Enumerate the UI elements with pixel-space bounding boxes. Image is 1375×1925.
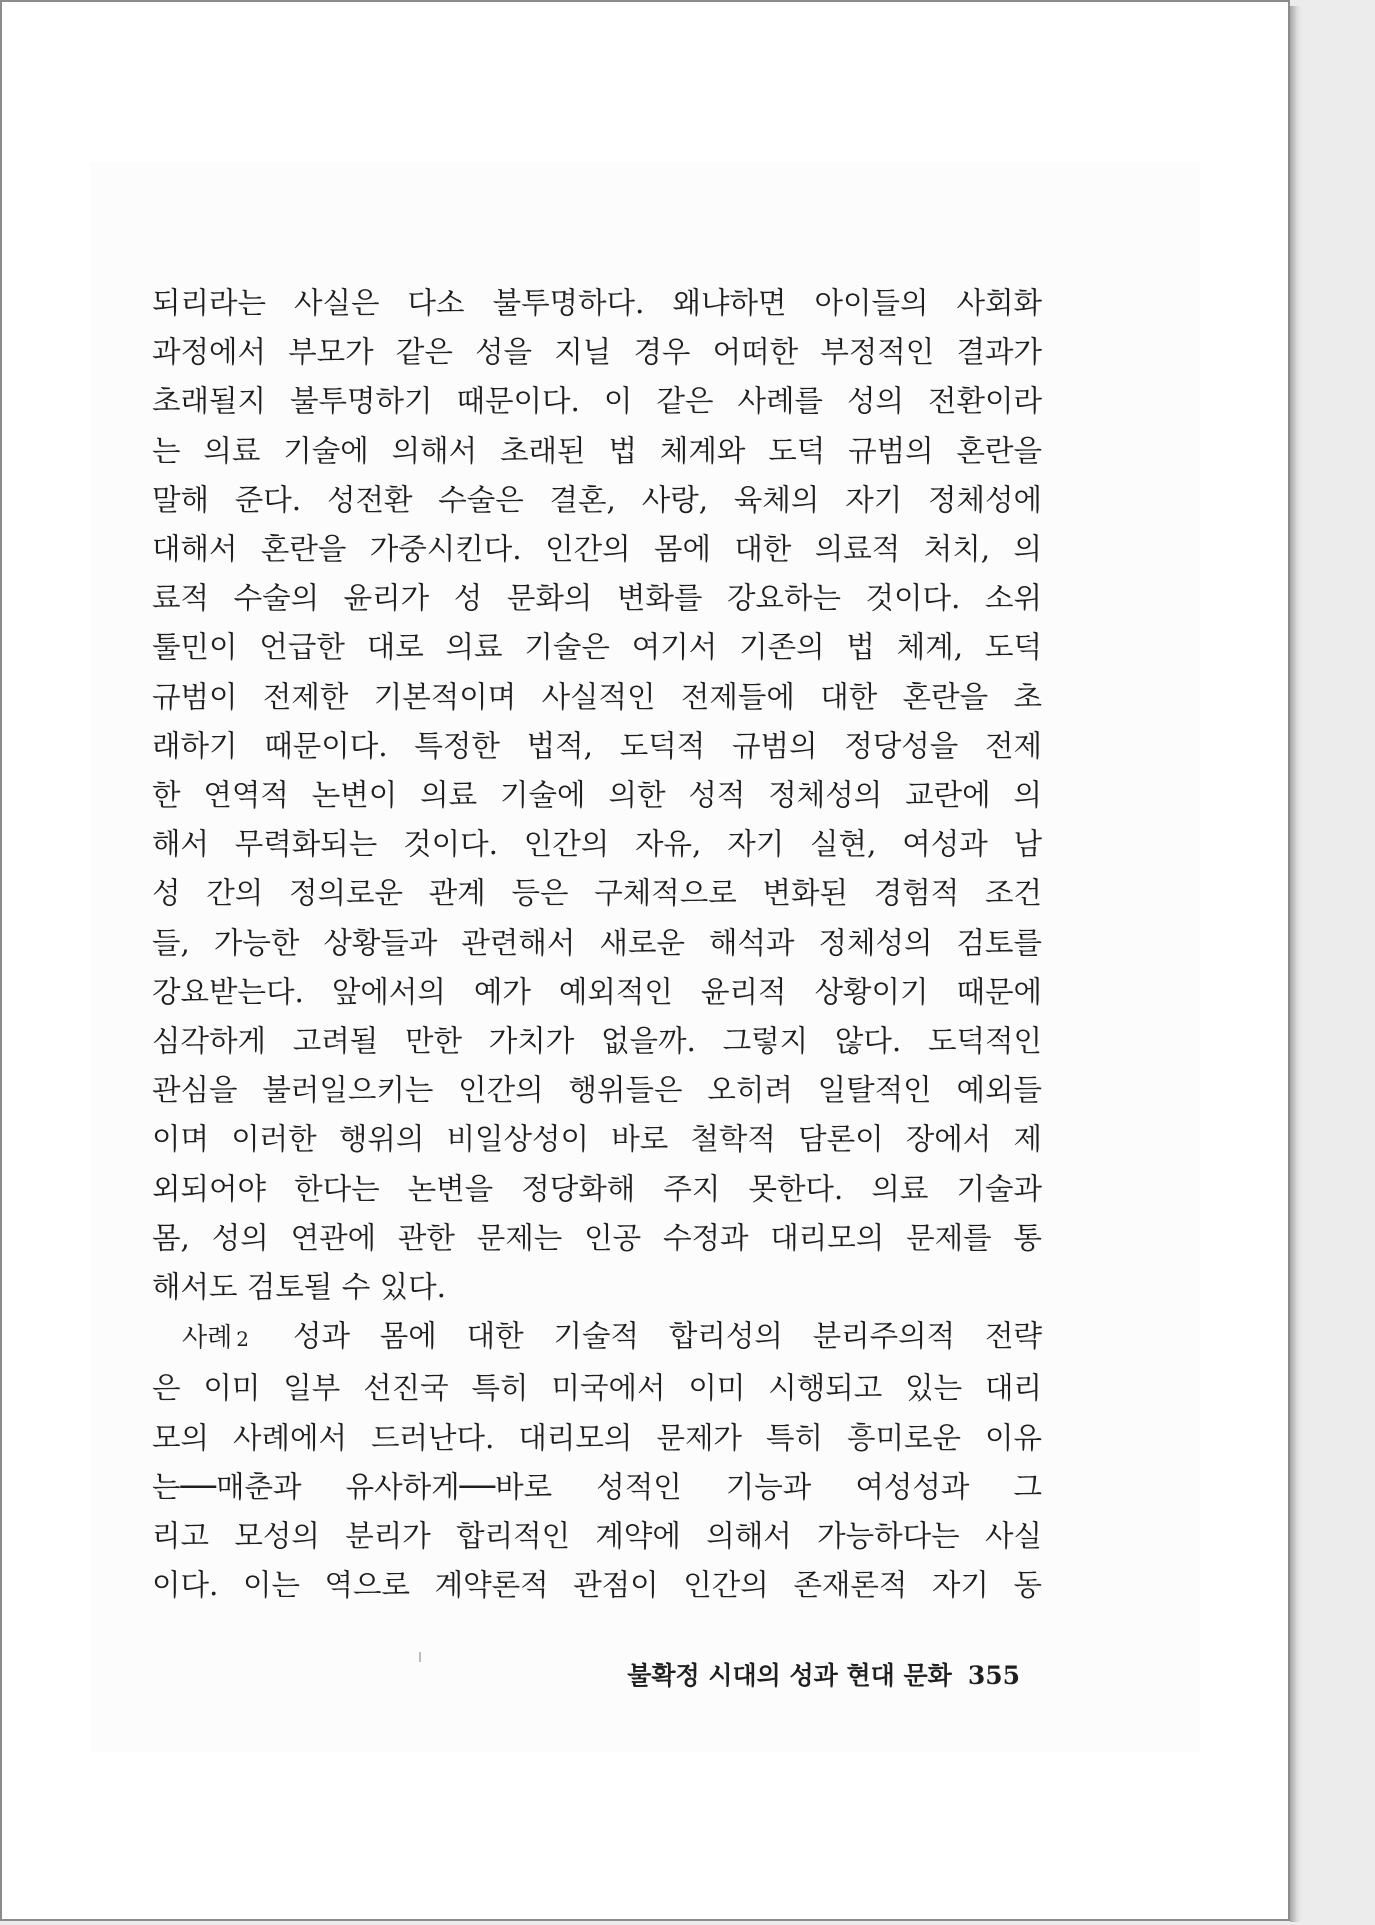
text-line: 한 연역적 논변이 의료 기술에 의한 성적 정체성의 교란에 의 bbox=[152, 778, 1042, 813]
page-number: 355 bbox=[967, 1661, 1020, 1690]
text-line: 리고 모성의 분리가 합리적인 계약에 의해서 가능하다는 사실 bbox=[152, 1519, 1042, 1554]
footer-title: 불확정 시대의 성과 현대 문화 bbox=[627, 1661, 952, 1690]
text-line: 는 의료 기술에 의해서 초래된 법 체계와 도덕 규범의 혼란을 bbox=[152, 433, 1042, 468]
case-first-line-text: 성과 몸에 대한 기술적 합리성의 분리주의적 전략 bbox=[292, 1319, 1042, 1354]
text-line: 은 이미 일부 선진국 특히 미국에서 이미 시행되고 있는 대리 bbox=[152, 1371, 1042, 1406]
text-line: 규범이 전제한 기본적이며 사실적인 전제들에 대한 혼란을 초 bbox=[152, 679, 1042, 714]
text-line: 몸, 성의 연관에 관한 문제는 인공 수정과 대리모의 문제를 통 bbox=[152, 1220, 1042, 1255]
text-line: 강요받는다. 앞에서의 예가 예외적인 윤리적 상황이기 때문에 bbox=[152, 974, 1042, 1009]
scan-speck bbox=[419, 1652, 421, 1662]
text-line: 료적 수술의 윤리가 성 문화의 변화를 강요하는 것이다. 소위 bbox=[152, 581, 1042, 616]
text-line: 들, 가능한 상황들과 관련해서 새로운 해석과 정체성의 검토를 bbox=[152, 925, 1042, 960]
text-line: 성 간의 정의로운 관계 등은 구체적으로 변화된 경험적 조건 bbox=[152, 876, 1042, 911]
paragraph-end-line: 해서도 검토될 수 있다. bbox=[152, 1270, 446, 1305]
page-edge-shadow bbox=[1290, 6, 1302, 1922]
text-line: 툴민이 언급한 대로 의료 기술은 여기서 기존의 법 체계, 도덕 bbox=[152, 630, 1042, 665]
body-text bbox=[152, 279, 1042, 1610]
text-line: 이며 이러한 행위의 비일상성이 바로 철학적 담론이 장에서 제 bbox=[152, 1122, 1042, 1157]
text-line: 과정에서 부모가 같은 성을 지닐 경우 어떠한 부정적인 결과가 bbox=[152, 335, 1042, 370]
case-label bbox=[182, 1314, 249, 1364]
text-line: 이다. 이는 역으로 계약론적 관점이 인간의 존재론적 자기 동 bbox=[152, 1568, 1042, 1603]
text-line: 래하기 때문이다. 특정한 법적, 도덕적 규범의 정당성을 전제 bbox=[152, 728, 1042, 763]
text-line: 되리라는 사실은 다소 불투명하다. 왜냐하면 아이들의 사회화 bbox=[152, 286, 1042, 320]
text-line: 초래될지 불투명하기 때문이다. 이 같은 사례를 성의 전환이라 bbox=[152, 384, 1042, 419]
text-line: 해서 무력화되는 것이다. 인간의 자유, 자기 실현, 여성과 남 bbox=[152, 827, 1042, 862]
running-footer bbox=[542, 1656, 1020, 1692]
case-label-word: 사례 bbox=[182, 1323, 233, 1354]
case-number: 2 bbox=[236, 1327, 249, 1352]
text-line: 모의 사례에서 드러난다. 대리모의 문제가 특히 흥미로운 이유 bbox=[152, 1420, 1042, 1455]
text-line: 대해서 혼란을 가중시킨다. 인간의 몸에 대한 의료적 처치, 의 bbox=[152, 532, 1042, 567]
text-line: 관심을 불러일으키는 인간의 행위들은 오히려 일탈적인 예외들 bbox=[152, 1073, 1042, 1108]
text-line: 말해 준다. 성전환 수술은 결혼, 사랑, 육체의 자기 정체성에 bbox=[152, 482, 1042, 517]
text-line: 심각하게 고려될 만한 가치가 없을까. 그렇지 않다. 도덕적인 bbox=[152, 1024, 1042, 1059]
case-heading-line bbox=[152, 1312, 1042, 1364]
text-line: 외되어야 한다는 논변을 정당화해 주지 못한다. 의료 기술과 bbox=[152, 1171, 1042, 1206]
text-line: 는──매춘과 유사하게──바로 성적인 기능과 여성성과 그 bbox=[152, 1469, 1042, 1504]
